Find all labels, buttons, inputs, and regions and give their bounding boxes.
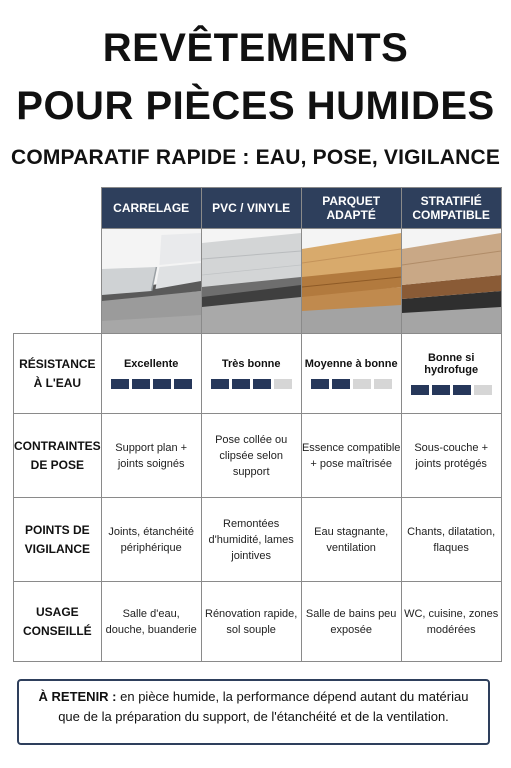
water-cell [201, 334, 301, 414]
constraints-cell: Pose collée ou clipsée selon support [201, 414, 301, 498]
laminate-sample-icon [401, 229, 501, 334]
page-subtitle: COMPARATIF RAPIDE : EAU, POSE, VIGILANCE [10, 146, 501, 169]
rating-segment-filled [432, 385, 450, 395]
row-header-constraints: CONTRAINTES DE POSE [14, 414, 102, 498]
key-takeaway-text: en pièce humide, la performance dépend autant du matériau que de la préparation du support, de l'étanchéité et de la ventilation. [58, 689, 469, 724]
usage-cell: Salle d'eau, douche, buanderie [101, 582, 201, 662]
corner-cell [14, 229, 102, 334]
comparison-table [13, 187, 502, 662]
rating-segment-filled [311, 379, 329, 389]
rating-segment-filled [232, 379, 250, 389]
rating-segment-filled [332, 379, 350, 389]
key-takeaway-box [17, 679, 490, 745]
vigilance-row [14, 498, 502, 582]
constraints-cell: Essence compatible + pose maîtrisée [301, 414, 401, 498]
rating-segment-filled [253, 379, 271, 389]
water-row [14, 334, 502, 414]
usage-cell: Rénovation rapide, sol souple [201, 582, 301, 662]
usage-row [14, 582, 502, 662]
water-rating-label: Bonne si hydrofuge [424, 352, 479, 376]
water-rating-label: Très bonne [221, 358, 281, 370]
rating-segment-empty [353, 379, 371, 389]
water-rating-bars [302, 379, 401, 389]
water-rating-bars [402, 385, 501, 395]
vigilance-cell: Chants, dilatation, flaques [401, 498, 501, 582]
parquet-sample-icon [301, 229, 401, 334]
vigilance-cell: Eau stagnante, ventilation [301, 498, 401, 582]
water-rating-label: Moyenne à bonne [304, 358, 398, 370]
rating-segment-empty [474, 385, 492, 395]
constraints-cell: Sous-couche + joints protégés [401, 414, 501, 498]
rating-segment-filled [111, 379, 129, 389]
rating-segment-empty [274, 379, 292, 389]
rating-segment-filled [411, 385, 429, 395]
rating-segment-empty [374, 379, 392, 389]
water-rating-bars [202, 379, 301, 389]
rating-segment-filled [132, 379, 150, 389]
page-title-line2: POUR PIÈCES HUMIDES [16, 84, 495, 128]
constraints-row [14, 414, 502, 498]
rating-segment-filled [174, 379, 192, 389]
column-header-parquet: PARQUET ADAPTÉ [301, 188, 401, 229]
vigilance-cell: Joints, étanchéité périphérique [101, 498, 201, 582]
key-takeaway-label: À RETENIR : [38, 689, 117, 704]
column-header-stratifie: STRATIFIÉ COMPATIBLE [401, 188, 501, 229]
image-row [14, 229, 502, 334]
rating-segment-filled [211, 379, 229, 389]
water-cell [301, 334, 401, 414]
water-cell [101, 334, 201, 414]
row-header-usage: USAGE CONSEILLÉ [14, 582, 102, 662]
column-header-pvc-vinyle: PVC / VINYLE [201, 188, 301, 229]
column-header-carrelage: CARRELAGE [101, 188, 201, 229]
corner-cell [14, 188, 102, 229]
usage-cell: Salle de bains peu exposée [301, 582, 401, 662]
water-rating-bars [102, 379, 201, 389]
row-header-vigilance: POINTS DE VIGILANCE [14, 498, 102, 582]
row-header-water: RÉSISTANCE À L'EAU [14, 334, 102, 414]
header-row [14, 188, 502, 229]
vigilance-cell: Remontées d'humidité, lames jointives [201, 498, 301, 582]
vinyl-sample-icon [201, 229, 301, 334]
water-cell [401, 334, 501, 414]
water-rating-label: Excellente [123, 358, 179, 370]
rating-segment-filled [453, 385, 471, 395]
rating-segment-filled [153, 379, 171, 389]
tile-sample-icon [101, 229, 201, 334]
constraints-cell: Support plan + joints soignés [101, 414, 201, 498]
usage-cell: WC, cuisine, zones modérées [401, 582, 501, 662]
page-title-line1: REVÊTEMENTS [102, 26, 409, 70]
